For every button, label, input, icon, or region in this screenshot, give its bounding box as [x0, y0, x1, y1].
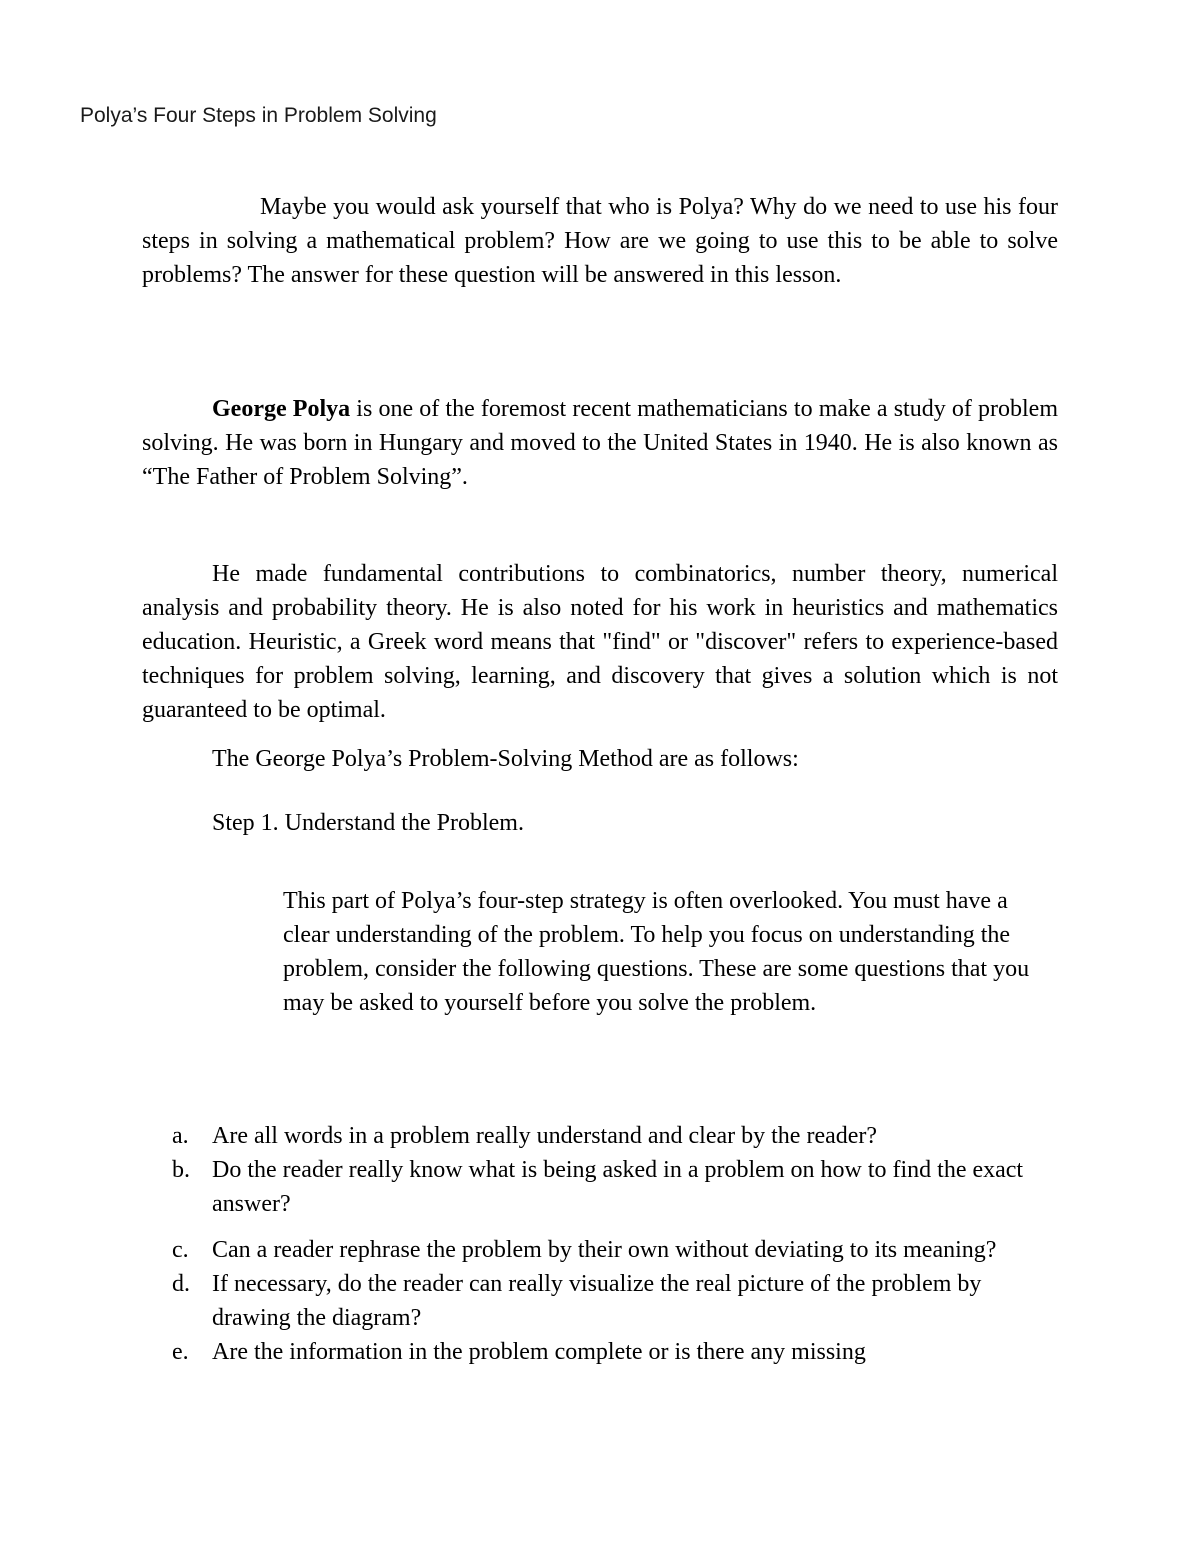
list-marker: d.	[172, 1271, 190, 1297]
list-item	[172, 1119, 1032, 1153]
list-item	[172, 1267, 1012, 1335]
list-marker: e.	[172, 1339, 189, 1365]
list-item-text: Are the information in the problem complete or is there any missing	[212, 1339, 866, 1365]
question-list	[172, 1119, 1032, 1369]
list-item	[172, 1153, 1032, 1221]
list-item-text: Can a reader rephrase the problem by their own without deviating to its meaning?	[212, 1237, 997, 1263]
polya-paragraph	[142, 392, 1058, 494]
list-item-text: Are all words in a problem really understand and clear by the reader?	[212, 1123, 878, 1149]
step1-title: Step 1. Understand the Problem.	[212, 810, 524, 836]
list-marker: a.	[172, 1123, 189, 1149]
contributions-paragraph: He made fundamental contributions to combinatorics, number theory, numerical analysis and probability theory. He is also noted for his work in heuristics and mathematics education. Heuristic, a Greek word means that "find" or "discover" refers to experience-based techniques for problem solving, learning, and discovery that gives a solution which is not guaranteed to be optimal.	[142, 561, 1058, 723]
step1-description: This part of Polya’s four-step strategy is often overlooked. You must have a clear understanding of the problem. To help you focus on understanding the problem, consider the following questions. These are some questions that you may be asked to yourself before you solve the problem.	[283, 888, 1030, 1016]
intro-paragraph: Maybe you would ask yourself that who is Polya? Why do we need to use his four steps in solving a mathematical problem? How are we going to use this to be able to solve problems? The answer for these question will be answered in this lesson.	[142, 194, 1058, 288]
list-item	[172, 1233, 1012, 1267]
polya-description: is one of the foremost recent mathematicians to make a study of problem solving. He was born in Hungary and moved to the United States in 1940. He is also known as “The Father of Problem Solving”.	[142, 396, 1058, 490]
polya-name: George Polya	[212, 396, 351, 422]
list-item-text: Do the reader really know what is being asked in a problem on how to find the exact answer?	[212, 1157, 1024, 1217]
list-item-text: If necessary, do the reader can really visualize the real picture of the problem by drawing the diagram?	[212, 1271, 982, 1331]
method-intro: The George Polya’s Problem-Solving Method are as follows:	[212, 746, 799, 772]
page-header: Polya’s Four Steps in Problem Solving	[80, 104, 437, 127]
list-marker: b.	[172, 1157, 190, 1183]
list-item	[172, 1335, 1032, 1369]
list-marker: c.	[172, 1237, 189, 1263]
